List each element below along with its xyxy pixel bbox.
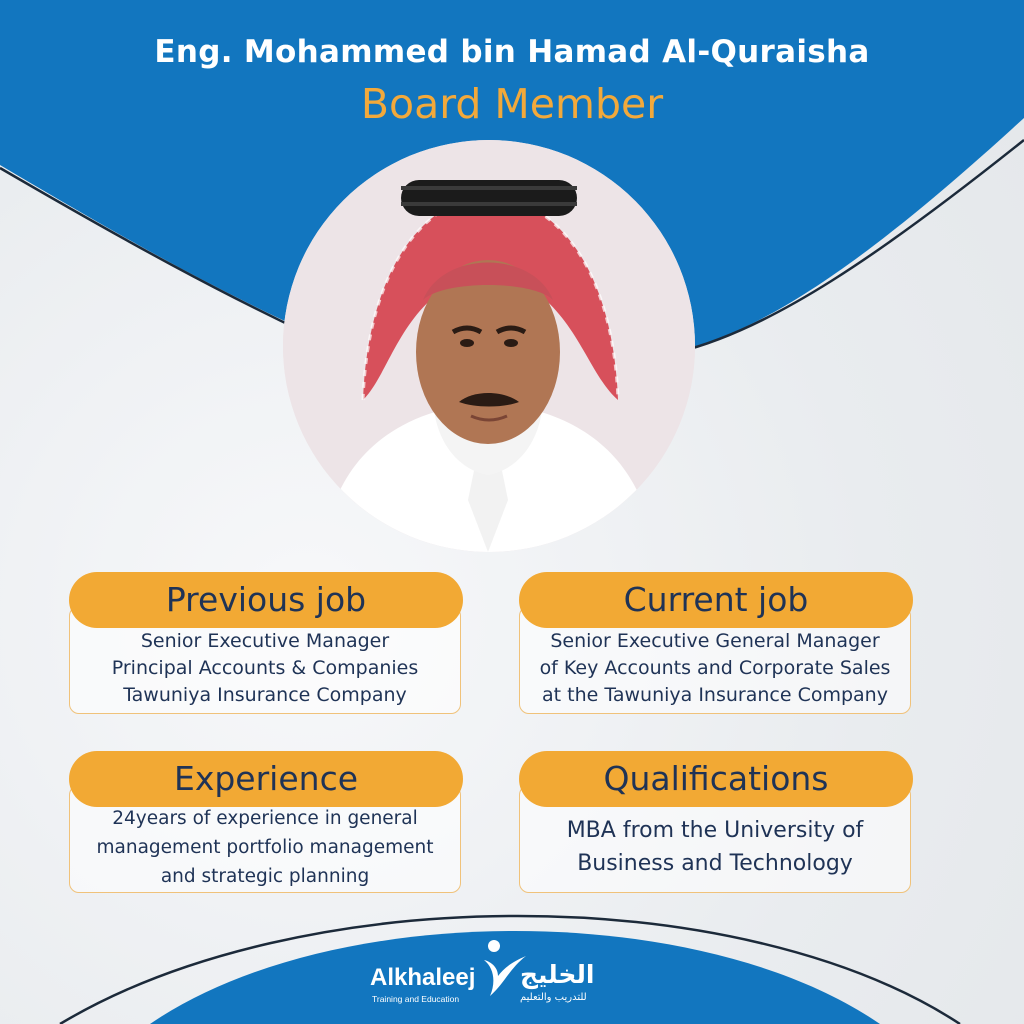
logo-name-en: Alkhaleej [370,964,476,991]
card-title: Previous job [69,572,463,628]
card-line: Senior Executive Manager [140,629,390,652]
card-line: Tawuniya Insurance Company [123,683,407,706]
portrait-photo [283,140,695,552]
portrait-illustration [283,140,695,552]
card-line: MBA from the University of [566,818,864,843]
card-title: Current job [519,572,913,628]
card-line: at the Tawuniya Insurance Company [542,683,888,706]
card-line: and strategic planning [160,865,370,887]
logo-tagline-en: Training and Education [372,994,460,1004]
card-line: Senior Executive General Manager [550,629,880,652]
alkhaleej-logo [370,938,660,1010]
card-title: Qualifications [519,751,913,807]
logo-name-ar: الخليج [520,960,595,989]
person-name: Eng. Mohammed bin Hamad Al-Quraisha [154,34,870,70]
card-line: of Key Accounts and Corporate Sales [539,656,891,679]
card-line: 24years of experience in general [112,807,418,829]
logo-tagline-ar: للتدريب والتعليم [520,992,587,1003]
card-title: Experience [69,751,463,807]
card-line: Business and Technology [577,851,853,876]
card-line: Principal Accounts & Companies [111,656,419,679]
card-line: management portfolio management [96,836,434,858]
person-role: Board Member [360,80,664,128]
